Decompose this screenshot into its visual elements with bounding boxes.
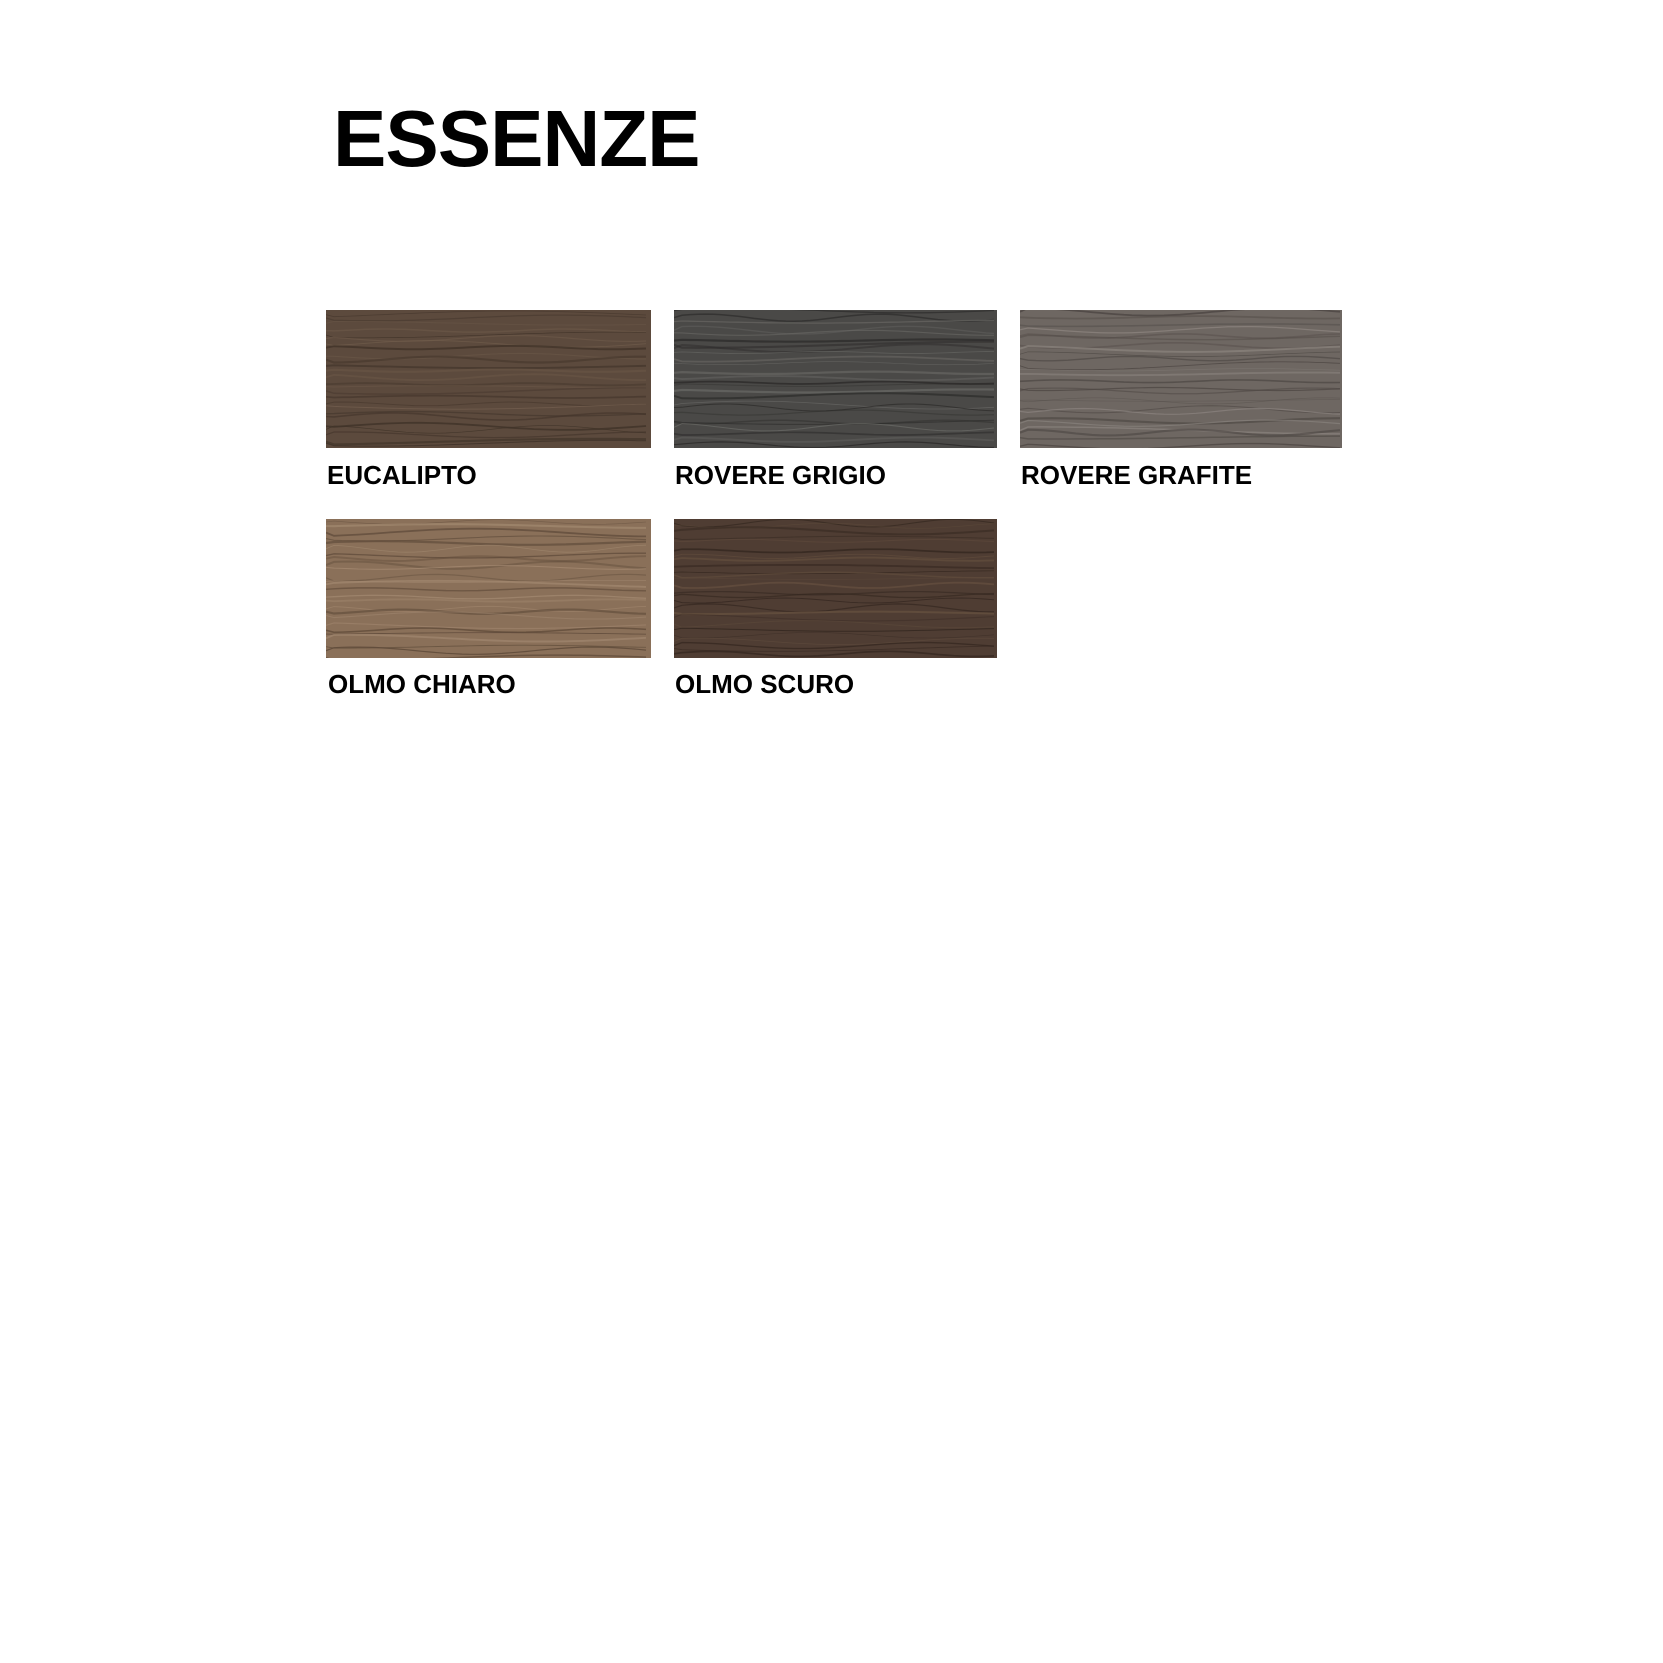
swatch-olmo-chiaro[interactable] [326, 519, 651, 658]
wood-texture-eucalipto [326, 310, 651, 448]
swatch-label-olmo-chiaro: OLMO CHIARO [328, 669, 516, 699]
swatch-label-olmo-scuro: OLMO SCURO [675, 669, 855, 699]
swatch-rovere-grafite[interactable] [1020, 310, 1342, 448]
swatch-olmo-scuro[interactable] [674, 519, 997, 658]
swatch-eucalipto[interactable] [326, 310, 651, 448]
wood-texture-rovere-grigio [674, 310, 997, 448]
swatch-label-eucalipto: EUCALIPTO [327, 460, 477, 490]
wood-texture-olmo-scuro [674, 519, 997, 658]
swatch-rovere-grigio[interactable] [674, 310, 997, 448]
swatch-label-rovere-grafite: ROVERE GRAFITE [1021, 460, 1253, 490]
page-title: ESSENZE [333, 94, 700, 183]
wood-texture-olmo-chiaro [326, 519, 651, 658]
wood-texture-rovere-grafite [1020, 310, 1342, 448]
swatch-label-rovere-grigio: ROVERE GRIGIO [675, 460, 886, 490]
